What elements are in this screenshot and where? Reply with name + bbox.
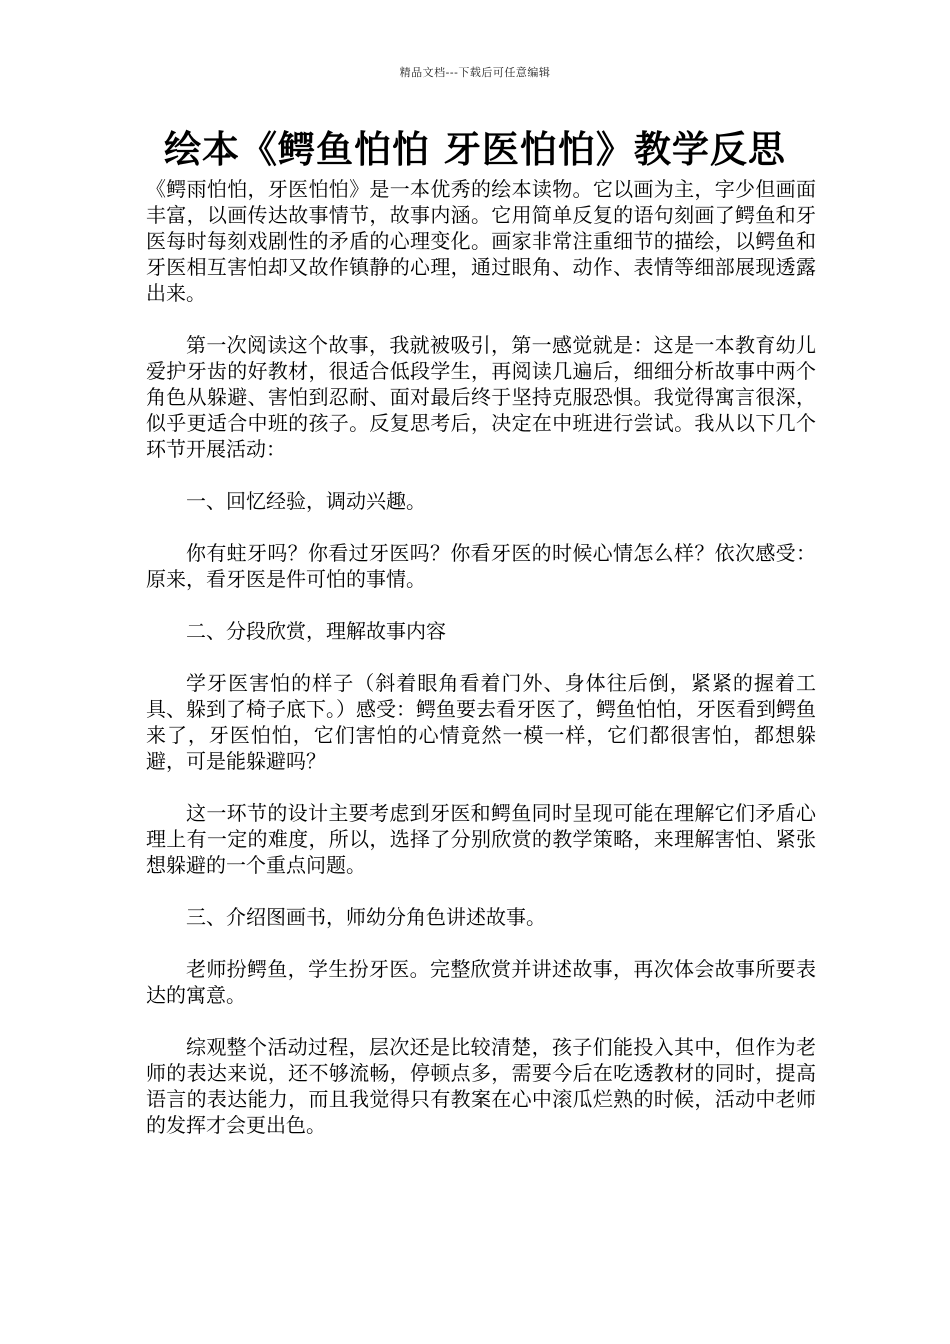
paragraph-section-2-design: 这一环节的设计主要考虑到牙医和鳄鱼同时呈现可能在理解它们矛盾心理上有一定的难度，所以，选择了分别欣赏的教学策略，来理解害怕、紧张想躲避的一个重点问题。 (146, 801, 816, 877)
document-title: 绘本《鳄鱼怕怕 牙医怕怕》教学反思 (164, 127, 786, 171)
paragraph-intro: 《鳄雨怕怕，牙医怕怕》是一本优秀的绘本读物。它以画为主，字少但画面丰富，以画传达故事情节，故事内涵。它用简单反复的语句刻画了鳄鱼和牙医每时每刻戏剧性的矛盾的心理变化。画家非常注重细节的描绘，以鳄鱼和牙医相互害怕却又故作镇静的心理，通过眼角、动作、表情等细部展现透露出来。 (146, 177, 816, 305)
section-heading-1: 一、回忆经验，调动兴趣。 (186, 489, 426, 513)
paragraph-section-3: 老师扮鳄鱼，学生扮牙医。完整欣赏并讲述故事，再次体会故事所要表达的寓意。 (146, 957, 816, 1007)
page-header: 精品文档---下载后可任意编辑 (399, 66, 551, 79)
section-heading-2: 二、分段欣赏，理解故事内容 (186, 619, 446, 643)
paragraph-conclusion: 综观整个活动过程，层次还是比较清楚，孩子们能投入其中，但作为老师的表达来说，还不够流畅，停顿点多，需要今后在吃透教材的同时，提高语言的表达能力，而且我觉得只有教案在心中滚瓜烂熟的时候，活动中老师的发挥才会更出色。 (146, 1035, 816, 1137)
paragraph-section-2: 学牙医害怕的样子（斜着眼角看着门外、身体往后倒，紧紧的握着工具、躲到了椅子底下。）感受：鳄鱼要去看牙医了，鳄鱼怕怕，牙医看到鳄鱼来了，牙医怕怕，它们害怕的心情竟然一模一样，它们都很害怕，都想躲避，可是能躲避吗？ (146, 671, 816, 773)
document-body (146, 176, 816, 1164)
paragraph-section-1: 你有蛀牙吗？你看过牙医吗？你看牙医的时候心情怎么样？依次感受：原来，看牙医是件可怕的事情。 (146, 541, 816, 591)
section-heading-3: 三、介绍图画书，师幼分角色讲述故事。 (186, 905, 546, 929)
paragraph-first-reading: 第一次阅读这个故事，我就被吸引，第一感觉就是：这是一本教育幼儿爱护牙齿的好教材，很适合低段学生，再阅读几遍后，细细分析故事中两个角色从躲避、害怕到忍耐、面对最后终于坚持克服恐惧。我觉得寓言很深，似乎更适合中班的孩子。反复思考后，决定在中班进行尝试。我从以下几个环节开展活动： (146, 333, 816, 461)
